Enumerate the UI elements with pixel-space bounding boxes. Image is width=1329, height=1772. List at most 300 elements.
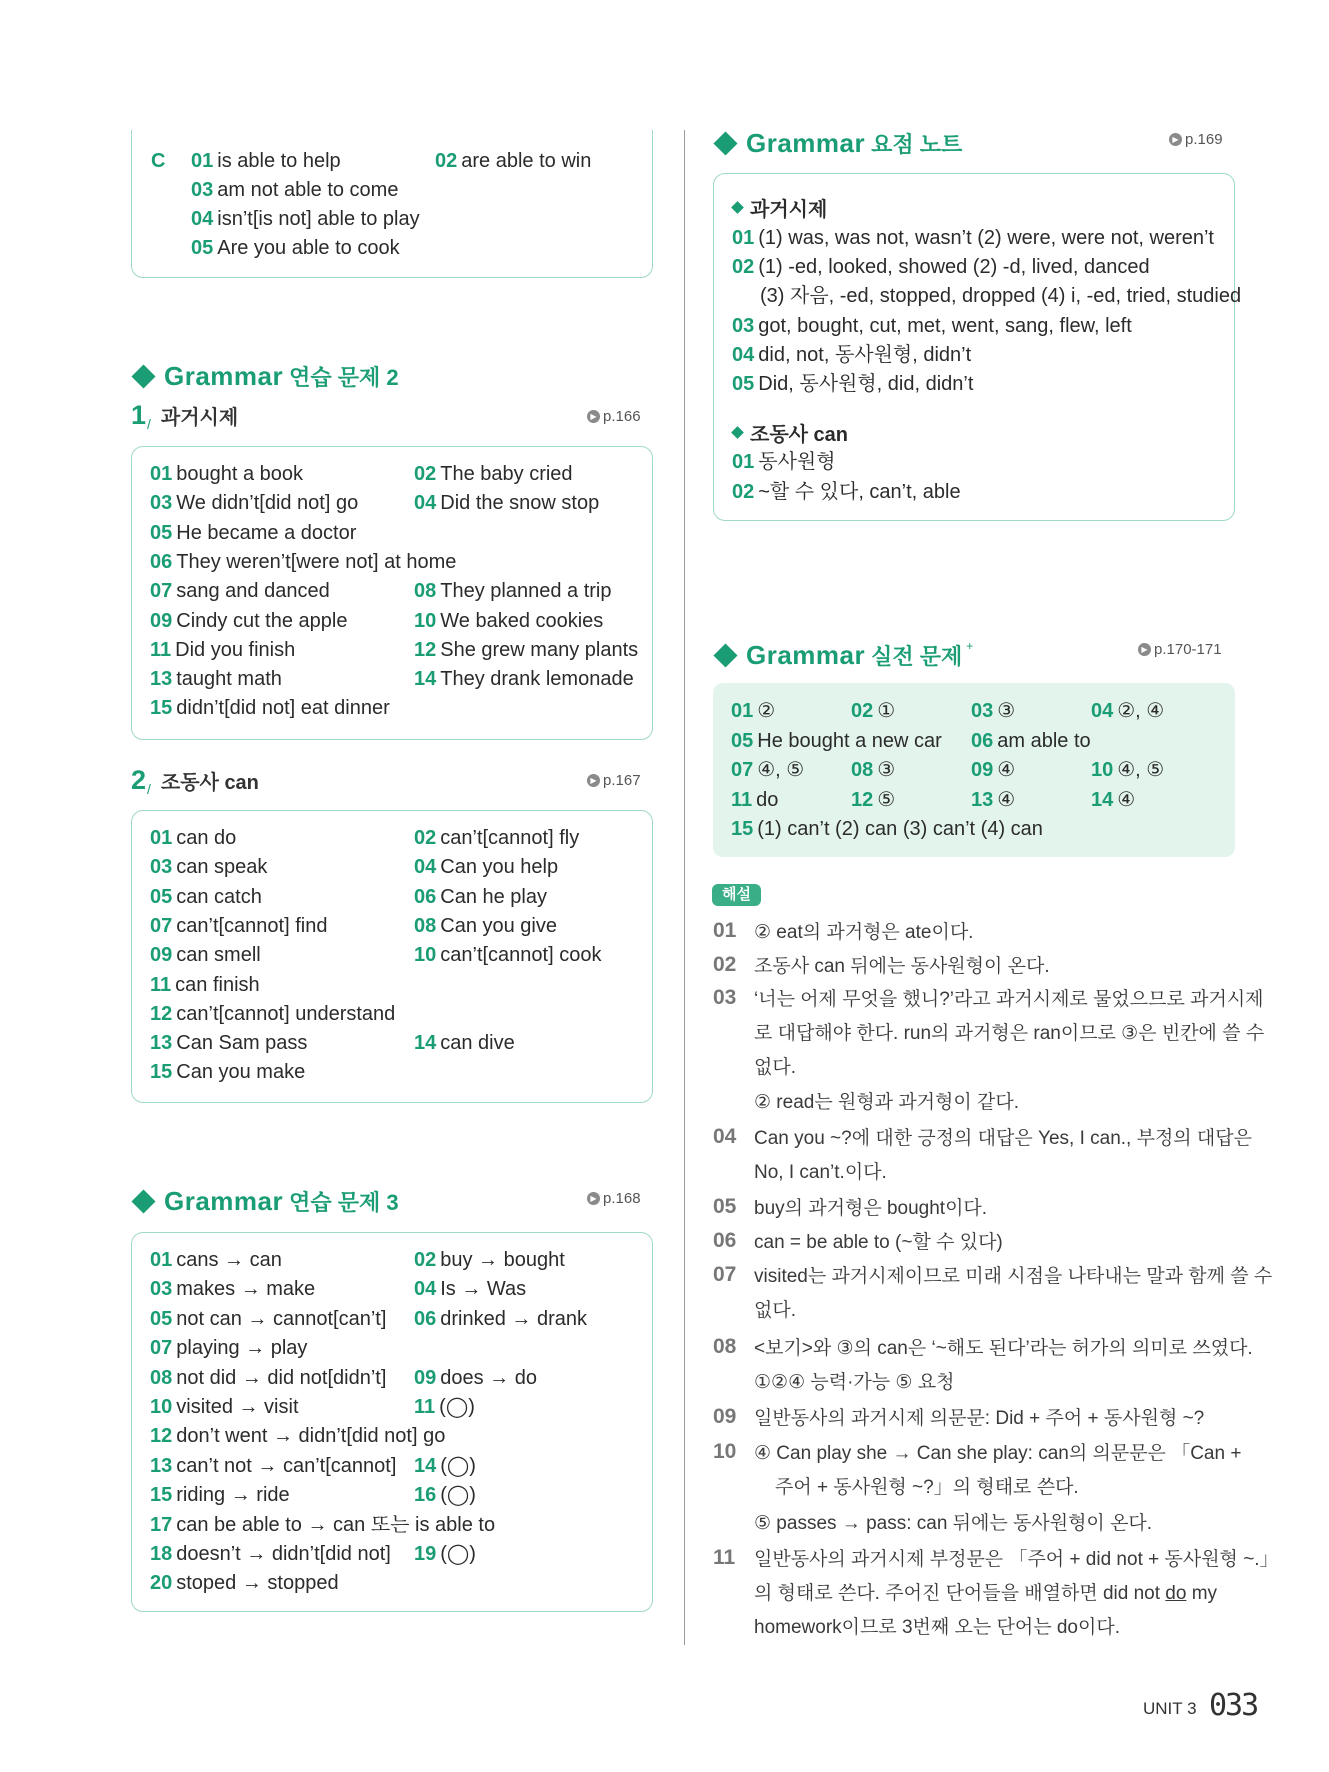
explanation-text: ‘너는 어제 무엇을 했니?’라고 과거시제로 물었으므로 과거시제: [754, 989, 1264, 1010]
part1-page-ref: [587, 408, 641, 425]
answer-row: [414, 1248, 565, 1272]
explanation-text: 일반동사의 과거시제 부정문은 「주어 + did not + 동사원형 ~.」: [754, 1549, 1279, 1570]
item-number: 07: [731, 759, 754, 781]
answer-row: [971, 758, 1015, 782]
diamond-icon: [713, 131, 737, 155]
answer-row: [150, 696, 390, 720]
item-number: 07: [150, 1337, 173, 1360]
answer-row: [731, 758, 804, 782]
note-row: [732, 372, 973, 396]
explanation-number: 03: [713, 986, 737, 1009]
note-row: [732, 314, 1132, 338]
item-number: 15: [150, 1484, 173, 1507]
item-text: Can Sam pass: [176, 1032, 308, 1055]
arrow-right-icon: ▶: [1169, 133, 1182, 146]
diamond-icon: [713, 643, 737, 667]
item-text: ⑤: [877, 788, 896, 811]
item-text: Can he play: [440, 885, 547, 908]
part2-page-ref: [587, 772, 641, 789]
item-number: 11: [150, 638, 172, 661]
item-number: 14: [1091, 788, 1114, 811]
explanation-line: [754, 1371, 954, 1395]
note-row: [732, 255, 1150, 279]
item-number: 04: [414, 856, 437, 879]
answer-row: [971, 729, 1091, 753]
item-number: 02: [435, 150, 458, 172]
footer-page-number: 033: [1209, 1688, 1258, 1723]
explanation-line: [754, 955, 1050, 979]
item-number: 12: [150, 1002, 173, 1025]
item-text: sang and danced: [176, 580, 330, 603]
notes-heading: [713, 128, 962, 159]
item-number: 01: [150, 827, 173, 849]
item-text: ①: [877, 700, 896, 722]
answer-row: [414, 1307, 587, 1331]
item-number: 10: [414, 944, 437, 967]
explanation-text: Can you ~?에 대한 긍정의 대답은 Yes, I can., 부정의 대답은: [754, 1128, 1252, 1149]
explanation-text: <보기>와 ③의 can은 ‘~해도 된다’라는 허가의 의미로 쓰였다.: [754, 1338, 1253, 1359]
part2-number: 2: [131, 765, 147, 795]
answer-row: [414, 491, 599, 515]
item-text: cans → can: [176, 1249, 282, 1271]
item-number: 14: [414, 1454, 437, 1477]
explanation-text: visited는 과거시제이므로 미래 시점을 나타내는 말과 함께 쓸 수: [754, 1266, 1273, 1287]
item-text: ②: [757, 700, 776, 722]
item-text: can speak: [176, 856, 268, 879]
practice3-title: 연습 문제 3: [289, 1190, 399, 1215]
grammar-brand: Grammar: [746, 128, 866, 158]
item-text: are able to win: [461, 150, 592, 172]
item-number: 02: [732, 256, 755, 278]
explanation-line: [754, 1299, 796, 1323]
explanation-number: 05: [713, 1195, 737, 1218]
item-number: 02: [414, 463, 437, 485]
item-text: (1) was, was not, wasn’t (2) were, were not, weren’t: [758, 227, 1214, 249]
answer-row: [150, 462, 303, 486]
explanation-line: [754, 1582, 1217, 1606]
note-row: [732, 343, 971, 367]
explanation-text: ⑤ passes → pass: can 뒤에는 동사원형이 온다.: [754, 1513, 1153, 1534]
item-text: am not able to come: [217, 179, 399, 201]
item-number: 01: [150, 1249, 173, 1271]
practice3-page-ref: [587, 1190, 641, 1207]
item-text: ②, ④: [1117, 700, 1165, 722]
item-number: 08: [150, 1366, 173, 1389]
item-text: riding → ride: [176, 1484, 290, 1507]
item-text: is able to help: [217, 150, 341, 172]
answer-row: [150, 1366, 386, 1390]
answer-row: [150, 1483, 290, 1507]
grammar-brand: Grammar: [746, 640, 866, 670]
answer-row: [150, 521, 356, 545]
item-text: (◯): [440, 1454, 476, 1477]
modal-can-heading-text: 조동사 can: [750, 424, 848, 446]
item-text: Cindy cut the apple: [176, 609, 348, 632]
past-tense-heading: [733, 193, 827, 222]
grammar-brand: Grammar: [164, 361, 284, 391]
item-text: can’t[cannot] cook: [440, 944, 602, 967]
explanation-text: 주어 + 동사원형 ~?」의 형태로 쓴다.: [775, 1477, 1079, 1498]
item-number: 13: [150, 1454, 173, 1477]
answer-row: [150, 491, 358, 515]
item-text: can’t not → can’t[cannot]: [176, 1454, 397, 1477]
explanation-text: ①②④ 능력·가능 ⑤ 요청: [754, 1372, 955, 1393]
answer-row: [414, 914, 557, 938]
item-number: 08: [414, 914, 437, 937]
answer-row: [150, 914, 327, 938]
item-text: can do: [176, 827, 237, 849]
explanation-text: can = be able to (~할 수 있다): [754, 1232, 1003, 1253]
item-number: 07: [150, 914, 173, 937]
item-text: can smell: [176, 944, 261, 967]
answer-row: [414, 1395, 475, 1419]
underlined-word: do: [1165, 1583, 1187, 1604]
answer-row: [150, 609, 347, 633]
grammar-brand: Grammar: [164, 1186, 284, 1216]
item-text: (◯): [439, 1396, 475, 1418]
answer-row: [731, 699, 775, 723]
explanation-line: [775, 1476, 1079, 1500]
item-text: He became a doctor: [176, 521, 357, 544]
explanation-line: [754, 1548, 1279, 1572]
item-number: 05: [731, 729, 754, 752]
answer-row: [414, 1483, 476, 1507]
item-number: 09: [150, 944, 173, 967]
explanation-line: [754, 1265, 1272, 1289]
item-text: (◯): [440, 1543, 476, 1565]
item-text: not can → cannot[can’t]: [176, 1307, 387, 1330]
item-number: 04: [732, 344, 755, 366]
explanation-line: [754, 1197, 987, 1221]
item-text: They weren’t[were not] at home: [176, 550, 457, 573]
item-number: 05: [732, 373, 755, 395]
item-text: 동사원형: [758, 451, 836, 473]
explanation-line: [754, 1161, 887, 1185]
explanation-line: [754, 1512, 1152, 1536]
answer-row: [150, 885, 262, 909]
item-text: ~할 수 있다, can’t, able: [758, 481, 961, 503]
answer-row: [150, 1424, 445, 1448]
item-text: taught math: [176, 668, 282, 691]
item-text: The baby cried: [440, 463, 573, 485]
plus-mark: +: [966, 638, 974, 653]
answer-row: [150, 1248, 282, 1272]
explanation-line: [754, 1442, 1241, 1466]
item-number: 10: [1091, 759, 1114, 781]
item-text: visited → visit: [176, 1396, 299, 1418]
item-number: 05: [150, 1307, 173, 1330]
answer-row: [851, 788, 895, 812]
item-number: 14: [414, 668, 437, 691]
item-number: 10: [150, 1396, 173, 1418]
item-number: 11: [731, 788, 753, 811]
item-text: do: [756, 788, 779, 811]
answer-row: [731, 788, 778, 812]
answer-row: [414, 1031, 515, 1055]
item-number: 10: [414, 609, 437, 632]
answer-row: [971, 788, 1015, 812]
item-text: Did the snow stop: [440, 492, 600, 515]
item-text: does → do: [440, 1366, 537, 1389]
answer-row: [150, 1060, 305, 1084]
arrow-right-icon: ▶: [587, 410, 600, 423]
practice2-heading: [131, 361, 399, 392]
answer-row: [150, 1336, 307, 1360]
item-number: 09: [150, 609, 173, 632]
page-ref-text: p.166: [603, 408, 641, 425]
item-text: He bought a new car: [757, 729, 942, 752]
practice3-heading: [131, 1186, 399, 1217]
explanation-text: ② read는 원형과 과거형이 같다.: [754, 1092, 1019, 1113]
item-text: ④, ⑤: [1117, 759, 1165, 781]
arrow-right-icon: ▶: [1138, 643, 1151, 656]
explanation-text: buy의 과거형은 bought이다.: [754, 1198, 988, 1219]
answer-row: [414, 579, 611, 603]
page-ref-text: p.168: [603, 1190, 641, 1207]
answer-row: [414, 462, 573, 486]
item-text: isn’t[is not] able to play: [217, 208, 420, 230]
answer-row: [414, 1277, 526, 1301]
item-number: 06: [414, 885, 437, 908]
item-text: She grew many plants: [440, 638, 639, 661]
item-text: Can you make: [176, 1061, 306, 1084]
item-text: Did you finish: [175, 638, 296, 661]
explanation-text: 의 형태로 쓴다. 주어진 단어들을 배열하면 did not: [754, 1583, 1166, 1604]
item-text: They planned a trip: [440, 580, 612, 603]
item-number: 12: [414, 638, 437, 661]
explanation-number: 07: [713, 1263, 737, 1286]
explanation-text: 일반동사의 과거시제 의문문: Did + 주어 + 동사원형 ~?: [754, 1408, 1205, 1429]
item-text: ④: [997, 788, 1016, 811]
explanation-text: my: [1186, 1583, 1218, 1604]
item-number: 20: [150, 1572, 173, 1595]
real-test-page-ref: [1138, 641, 1222, 658]
item-number: 14: [414, 1032, 437, 1055]
explanation-line: [754, 1231, 1003, 1255]
slash-mark: /: [147, 780, 151, 797]
explanation-number: 01: [713, 919, 737, 942]
item-text: (1) can’t (2) can (3) can’t (4) can: [757, 818, 1043, 840]
item-text: can dive: [440, 1032, 515, 1055]
practice2-title: 연습 문제 2: [289, 365, 399, 390]
item-text: (◯): [440, 1484, 476, 1507]
item-number: 04: [414, 1278, 437, 1301]
item-number: 08: [851, 759, 874, 781]
item-text: am able to: [997, 729, 1091, 752]
explanation-badge: 해설: [712, 884, 761, 906]
explanation-line: [754, 1337, 1253, 1361]
explanation-text: ② eat의 과거형은 ate이다.: [754, 922, 974, 943]
answer-row: [150, 943, 261, 967]
item-text: They drank lemonade: [440, 668, 634, 691]
item-text: stoped → stopped: [176, 1572, 339, 1595]
item-text: doesn’t → didn’t[did not]: [176, 1543, 391, 1565]
answer-row: [150, 1571, 339, 1595]
answer-row: [414, 885, 547, 909]
real-test-title: 실전 문제: [871, 644, 963, 669]
answer-row: [150, 1277, 315, 1301]
small-diamond-icon: [731, 426, 744, 439]
answer-row: [150, 973, 260, 997]
explanation-text: 없다.: [754, 1300, 796, 1321]
item-text: (3) 자음, -ed, stopped, dropped (4) i, -ed, tried, studied: [760, 285, 1242, 307]
item-number: 06: [150, 550, 173, 573]
part1-title: 과거시제: [160, 407, 239, 429]
item-text: ③: [877, 759, 896, 781]
item-number: 04: [414, 492, 437, 515]
item-text: Is → Was: [440, 1278, 527, 1301]
explanation-text: homework이므로 3번째 오는 단어는 do이다.: [754, 1617, 1120, 1638]
item-text: Did, 동사원형, did, didn’t: [758, 373, 974, 395]
item-number: 12: [851, 788, 874, 811]
item-text: can’t[cannot] find: [176, 914, 328, 937]
item-text: don’t went → didn’t[did not] go: [176, 1425, 446, 1448]
answer-row: [414, 609, 603, 633]
answer-row: [150, 550, 456, 574]
item-number: 06: [971, 729, 994, 752]
column-divider: [684, 130, 685, 1645]
item-number: 01: [732, 227, 755, 249]
answer-row: [150, 1307, 386, 1331]
explanation-number: 11: [713, 1546, 736, 1569]
explanation-text: 없다.: [754, 1057, 796, 1078]
item-text: Are you able to cook: [217, 237, 400, 259]
page-ref-text: p.169: [1185, 131, 1223, 148]
item-text: bought a book: [176, 463, 304, 485]
answer-row: [191, 149, 341, 173]
answer-row: [150, 1031, 307, 1055]
note-row: [732, 450, 836, 474]
answer-row: [414, 826, 579, 850]
item-number: 18: [150, 1543, 173, 1565]
notes-page-ref: [1169, 131, 1223, 148]
answer-row: [414, 1454, 476, 1478]
item-number: 15: [150, 697, 173, 720]
item-number: 16: [414, 1484, 437, 1507]
item-number: 05: [150, 885, 173, 908]
explanation-line: [754, 1616, 1120, 1640]
item-number: 09: [414, 1366, 437, 1389]
part1-heading: [131, 400, 238, 431]
diamond-icon: [131, 1189, 155, 1213]
answer-row: [150, 1454, 396, 1478]
item-number: 13: [150, 668, 173, 691]
item-text: makes → make: [176, 1278, 316, 1301]
item-text: We baked cookies: [440, 609, 604, 632]
answer-row: [1091, 788, 1135, 812]
item-number: 07: [150, 580, 173, 603]
answer-row: [150, 1513, 495, 1537]
diamond-icon: [131, 364, 155, 388]
explanation-text: 로 대답해야 한다. run의 과거형은 ran이므로 ③은 빈칸에 쓸 수: [754, 1023, 1265, 1044]
explanation-number: 06: [713, 1229, 737, 1252]
item-number: 02: [414, 827, 437, 849]
item-number: 01: [732, 451, 755, 473]
item-number: 09: [971, 759, 994, 781]
answer-row: [414, 1542, 476, 1566]
item-number: 02: [414, 1249, 437, 1271]
item-number: 05: [150, 521, 173, 544]
answer-row: [150, 579, 330, 603]
item-text: drinked → drank: [440, 1307, 587, 1330]
answer-row: [191, 178, 398, 202]
answer-row: [414, 667, 634, 691]
note-row: [756, 284, 1241, 308]
page-ref-text: p.167: [603, 772, 641, 789]
answer-row: [191, 207, 420, 231]
item-text: buy → bought: [440, 1249, 565, 1271]
explanation-number: 04: [713, 1125, 737, 1148]
part2-heading: [131, 765, 259, 796]
item-text: ③: [997, 700, 1016, 722]
item-text: ④: [997, 759, 1016, 781]
answer-row: [1091, 699, 1164, 723]
item-number: 01: [731, 700, 754, 722]
item-text: not did → did not[didn’t]: [176, 1366, 387, 1389]
item-number: 13: [971, 788, 994, 811]
item-number: 02: [851, 700, 874, 722]
item-number: 04: [1091, 700, 1114, 722]
item-text: can be able to → can 또는 is able to: [176, 1513, 496, 1536]
item-number: 04: [191, 208, 214, 230]
modal-can-heading: [733, 418, 848, 447]
item-text: (1) -ed, looked, showed (2) -d, lived, danced: [758, 256, 1150, 278]
part1-number: 1: [131, 400, 147, 430]
slash-mark: /: [147, 415, 151, 432]
answer-row: [414, 638, 638, 662]
item-text: can finish: [175, 973, 260, 996]
arrow-right-icon: ▶: [587, 1192, 600, 1205]
explanation-line: [754, 1407, 1204, 1431]
explanation-number: 02: [713, 953, 737, 976]
item-number: 03: [732, 315, 755, 337]
item-text: can’t[cannot] fly: [440, 827, 580, 849]
answer-row: [414, 1366, 537, 1390]
answer-row: [851, 699, 895, 723]
item-text: can catch: [176, 885, 262, 908]
item-number: 03: [150, 1278, 173, 1301]
explanation-number: 09: [713, 1405, 737, 1428]
explanation-line: [754, 1127, 1252, 1151]
footer-unit: UNIT 3: [1143, 1699, 1197, 1718]
note-row: [732, 480, 961, 504]
small-diamond-icon: [731, 201, 744, 214]
item-number: 17: [150, 1513, 173, 1536]
item-number: 03: [191, 179, 214, 201]
item-number: 12: [150, 1425, 173, 1448]
item-number: 05: [191, 237, 214, 259]
item-text: didn’t[did not] eat dinner: [176, 697, 390, 720]
explanation-line: [754, 1091, 1019, 1115]
item-text: playing → play: [176, 1337, 308, 1360]
answer-row: [150, 1395, 299, 1419]
item-text: got, bought, cut, met, went, sang, flew, left: [758, 315, 1132, 337]
item-number: 01: [150, 463, 173, 485]
item-text: Can you give: [440, 914, 557, 937]
past-tense-heading-text: 과거시제: [750, 199, 828, 221]
notes-title: 요점 노트: [871, 132, 963, 157]
answer-row: [150, 826, 236, 850]
answer-row: [150, 667, 282, 691]
section-c-label: C: [151, 150, 166, 172]
item-number: 06: [414, 1307, 437, 1330]
item-number: 03: [150, 856, 173, 879]
item-text: ④: [1117, 788, 1136, 811]
answer-row: [150, 638, 295, 662]
explanation-line: [754, 988, 1264, 1012]
answer-row: [971, 699, 1015, 723]
explanation-line: [754, 1056, 796, 1080]
